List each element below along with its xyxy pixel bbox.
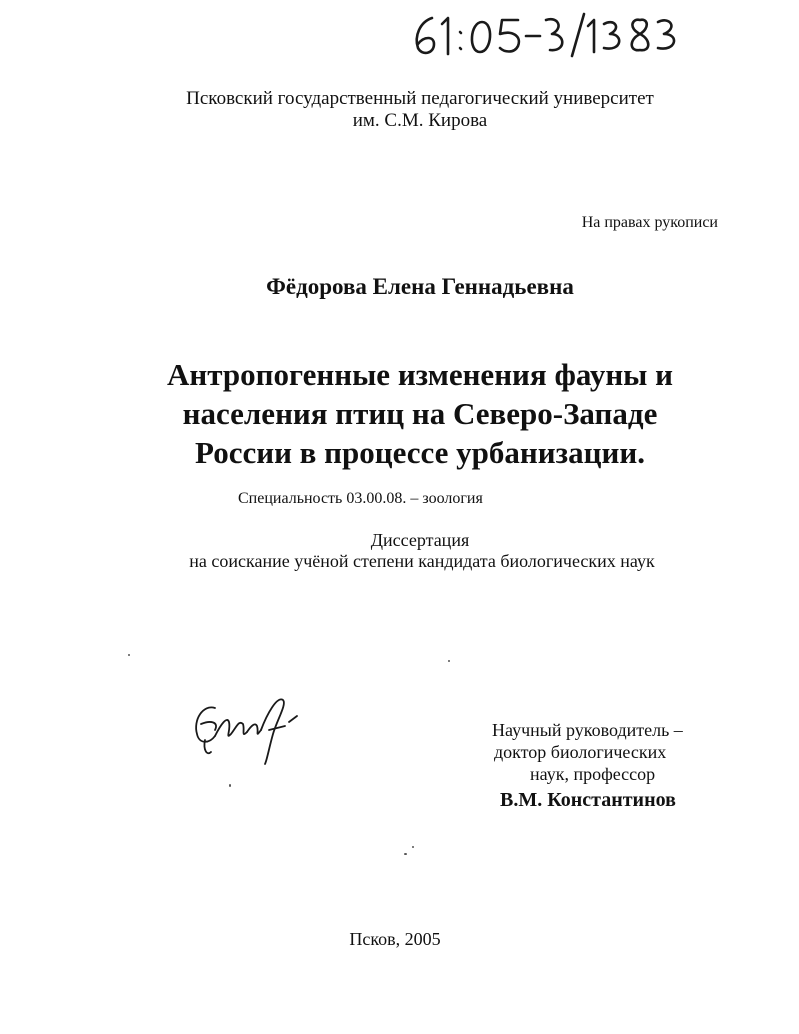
supervisor-role: Научный руководитель – — [492, 720, 683, 740]
scan-speck — [128, 654, 130, 656]
speciality-code: Специальность 03.00.08. – зоология — [238, 490, 483, 507]
supervisor-name: В.М. Константинов — [500, 789, 676, 811]
supervisor-degree: доктор биологических — [494, 742, 667, 762]
supervisor-title: наук, профессор — [530, 764, 656, 784]
scan-speck — [412, 846, 414, 848]
title-line: населения птиц на Северо-Западе — [182, 396, 658, 431]
degree-sought: на соискание учёной степени кандидата биологических наук — [189, 551, 655, 571]
author-name: Фёдорова Елена Геннадьевна — [266, 274, 574, 299]
scan-speck — [448, 660, 450, 662]
title-line: России в процессе урбанизации. — [195, 435, 645, 470]
manuscript-rights-note: На правах рукописи — [581, 214, 718, 231]
institution-name: Псковский государственный педагогический университет — [186, 88, 654, 109]
author-signature — [185, 690, 300, 768]
city-and-year: Псков, 2005 — [349, 929, 441, 949]
work-type: Диссертация — [370, 530, 470, 550]
scan-speck — [229, 784, 231, 787]
scan-speck — [404, 853, 407, 855]
title-line: Антропогенные изменения фауны и — [167, 357, 673, 392]
handwritten-call-number — [400, 6, 700, 62]
institution-dedication: им. С.М. Кирова — [352, 110, 488, 131]
